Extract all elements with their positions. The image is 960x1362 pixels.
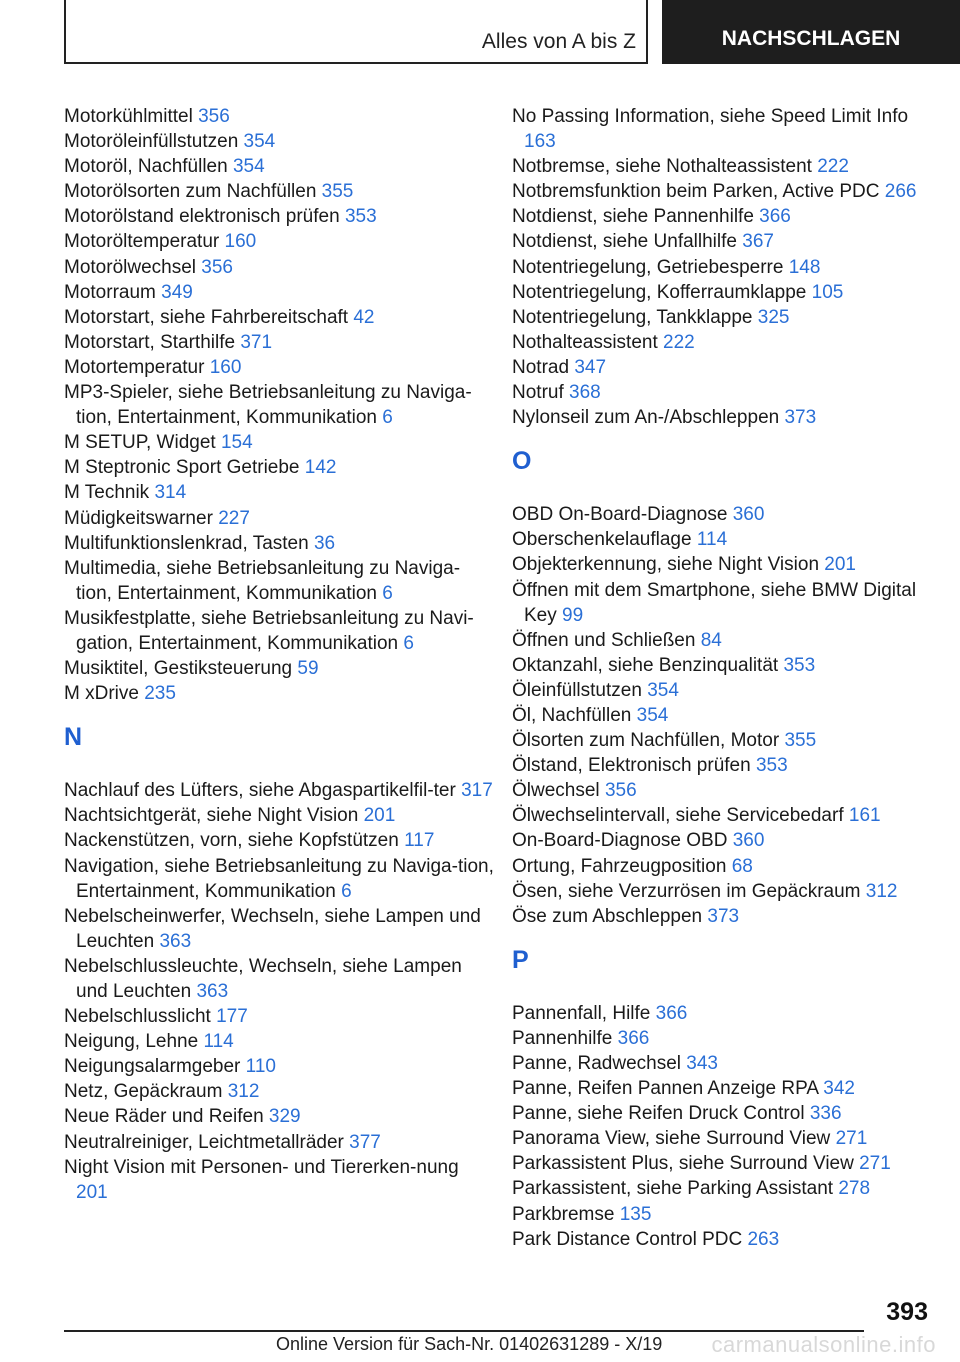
index-page-link[interactable]: 360 — [732, 504, 765, 526]
index-entry — [512, 204, 932, 229]
index-page-link[interactable]: 363 — [196, 981, 229, 1002]
index-page-link[interactable]: 278 — [838, 1178, 871, 1200]
index-entry — [512, 854, 932, 879]
index-entry — [512, 552, 932, 577]
index-entry — [64, 1054, 494, 1079]
index-page-link[interactable]: 356 — [198, 106, 230, 127]
index-page-link[interactable]: 342 — [823, 1078, 855, 1100]
index-entry — [64, 531, 494, 556]
index-entry — [64, 430, 494, 455]
index-entry-term: Oktanzahl, siehe Benzinqualität — [512, 654, 779, 676]
index-entry-term: Öleinfüllstutzen — [512, 679, 642, 701]
index-entry — [512, 778, 932, 803]
index-page-link[interactable]: 36 — [313, 532, 336, 554]
index-page-link[interactable]: 353 — [344, 206, 377, 228]
index-entry-term: Parkassistent, siehe Parking Assistant — [512, 1178, 834, 1200]
index-entry-term: Ölsorten zum Nachfüllen, Motor — [512, 730, 780, 752]
index-entry-term: Multimedia, siehe Betriebsanleitung zu Naviga-tion, Entertainment, Kommunikation — [64, 557, 461, 604]
index-entry-term: Parkbremse — [512, 1203, 615, 1225]
index-entry — [512, 753, 932, 778]
index-entry — [512, 828, 932, 853]
index-page-link[interactable]: 312 — [865, 880, 898, 902]
index-entry — [64, 556, 494, 606]
index-entry — [64, 179, 494, 204]
index-page-link[interactable]: 263 — [747, 1228, 780, 1250]
index-entry-term: M Technik — [64, 482, 150, 504]
index-entry-term: Pannenhilfe — [512, 1027, 613, 1049]
index-entry-term: Neigung, Lehne — [64, 1031, 199, 1053]
index-entry-term: Notbremsfunktion beim Parken, Active PDC — [512, 181, 880, 203]
index-page-link[interactable]: 325 — [757, 306, 790, 328]
index-page-link[interactable]: 201 — [76, 1181, 108, 1203]
index-letter-heading: N — [64, 723, 83, 752]
index-entry-term: OBD On-Board-Diagnose — [512, 504, 728, 526]
index-entry — [512, 904, 932, 929]
index-entry-term: No Passing Information, siehe Speed Limit Info — [512, 106, 909, 127]
index-entry-term: Motoröleinfüllstutzen — [64, 131, 239, 153]
index-page-link[interactable]: 59 — [297, 658, 319, 680]
index-entry — [64, 681, 494, 706]
index-entry — [512, 1202, 932, 1227]
index-entry — [64, 904, 494, 954]
index-entry — [64, 229, 494, 254]
index-entry — [64, 656, 494, 681]
index-entry — [64, 506, 494, 531]
index-page-link[interactable]: 329 — [268, 1106, 301, 1128]
index-entry-term: Motorölsorten zum Nachfüllen — [64, 181, 317, 203]
index-page-link[interactable]: 6 — [382, 407, 393, 429]
index-page-link[interactable]: 201 — [363, 805, 396, 827]
index-page-link[interactable]: 117 — [404, 830, 435, 852]
index-entry-term: Oberschenkelauflage — [512, 529, 692, 551]
index-page-link[interactable]: 105 — [811, 281, 844, 303]
index-entry — [64, 355, 494, 380]
index-entry-term: Nackenstützen, vorn, siehe Kopfstützen — [64, 830, 399, 852]
index-page-link[interactable]: 222 — [663, 331, 695, 353]
index-page-link[interactable]: 227 — [218, 507, 250, 529]
index-entry — [64, 1029, 494, 1054]
index-entry-term: Multifunktionslenkrad, Tasten — [64, 532, 309, 554]
index-entry — [64, 204, 494, 229]
index-entry — [64, 104, 494, 129]
index-entry-term: Pannenfall, Hilfe — [512, 1002, 651, 1024]
index-page-link[interactable]: 6 — [403, 632, 414, 654]
index-page-link[interactable]: 160 — [209, 356, 242, 378]
index-entry-term: Öffnen und Schließen — [512, 629, 696, 651]
index-entry — [64, 280, 494, 305]
index-entry-term: Ölwechsel — [512, 780, 600, 802]
index-entry-term: On-Board-Diagnose OBD — [512, 830, 728, 852]
index-page-link[interactable]: 84 — [700, 629, 722, 651]
index-entry-term: Motoröl, Nachfüllen — [64, 156, 228, 178]
index-entry — [512, 879, 932, 904]
index-page-link[interactable]: 343 — [686, 1053, 718, 1074]
index-entry — [64, 778, 494, 803]
index-column-right — [512, 104, 932, 1252]
index-entry — [64, 455, 494, 480]
index-entry-term: Motorölwechsel — [64, 256, 196, 278]
index-entry — [512, 678, 932, 703]
index-entry-term: Ösen, siehe Verzurrösen im Gepäckraum — [512, 880, 861, 902]
index-entry — [512, 305, 932, 330]
index-page-link[interactable]: 377 — [349, 1131, 381, 1153]
index-page-link[interactable]: 366 — [617, 1027, 650, 1049]
index-page-link[interactable]: 142 — [304, 457, 337, 479]
index-page-link[interactable]: 6 — [382, 582, 393, 604]
index-entry — [512, 703, 932, 728]
index-entry-term: M SETUP, Widget — [64, 432, 216, 454]
index-entry — [512, 1026, 932, 1051]
index-entry — [512, 104, 932, 154]
index-entry — [64, 255, 494, 280]
index-entry — [64, 1104, 494, 1129]
index-entry-term: Navigation, siehe Betriebsanleitung zu Naviga-tion, Entertainment, Kommunikation — [64, 855, 494, 902]
index-entry-term: Neue Räder und Reifen — [64, 1106, 264, 1128]
index-page-link[interactable]: 99 — [562, 604, 584, 626]
index-page-link[interactable]: 222 — [817, 156, 849, 178]
index-page-link[interactable]: 355 — [321, 181, 354, 203]
index-entry — [512, 628, 932, 653]
index-entry-term: Musikfestplatte, siehe Betriebsanleitung zu Navi-gation, Entertainment, Kommunikation — [64, 607, 474, 654]
index-entry-term: Nothalteassistent — [512, 331, 658, 353]
index-entry — [64, 129, 494, 154]
index-page-link[interactable]: 366 — [655, 1002, 688, 1024]
index-entry — [64, 380, 494, 430]
index-entry-term: Panne, Radwechsel — [512, 1053, 681, 1074]
index-entry — [512, 380, 932, 405]
index-page-link[interactable]: 160 — [224, 231, 257, 253]
index-page-link[interactable]: 6 — [341, 880, 352, 902]
index-entry-term: MP3-Spieler, siehe Betriebsanleitung zu Naviga-tion, Entertainment, Kommunikation — [64, 382, 472, 429]
index-entry — [512, 330, 932, 355]
index-entry-term: Nachtsichtgerät, siehe Night Vision — [64, 805, 359, 827]
index-entry — [64, 305, 494, 330]
index-entry-term: Öffnen mit dem Smartphone, siehe BMW Digital Key — [512, 579, 917, 626]
index-page-link[interactable]: 354 — [636, 704, 669, 726]
index-entry — [64, 606, 494, 656]
index-page-link[interactable]: 355 — [784, 730, 817, 752]
index-entry-term: M xDrive — [64, 683, 139, 705]
index-entry-term: Parkassistent Plus, siehe Surround View — [512, 1153, 854, 1175]
index-entry — [512, 405, 932, 430]
index-entry — [512, 280, 932, 305]
index-entry — [512, 1151, 932, 1176]
index-page-link[interactable]: 356 — [604, 780, 637, 802]
index-entry-term: Musiktitel, Gestiksteuerung — [64, 658, 293, 680]
index-entry — [64, 330, 494, 355]
index-page-link[interactable]: 349 — [161, 281, 193, 303]
index-entry — [64, 154, 494, 179]
index-entry — [512, 578, 932, 628]
index-entry — [512, 154, 932, 179]
index-page-link[interactable]: 366 — [759, 206, 791, 228]
index-page-link[interactable]: 201 — [824, 554, 856, 576]
index-entry-term: Notruf — [512, 382, 564, 404]
index-page-link[interactable]: 373 — [784, 407, 817, 429]
index-entry — [64, 854, 494, 904]
index-entry-term: Müdigkeitswarner — [64, 507, 213, 529]
index-entry — [512, 527, 932, 552]
index-page-link[interactable]: 154 — [220, 432, 253, 454]
index-entry-term: Ölstand, Elektronisch prüfen — [512, 755, 751, 777]
index-page-link[interactable]: 114 — [203, 1031, 234, 1053]
index-entry-term: Objekterkennung, siehe Night Vision — [512, 554, 820, 576]
index-entry-term: Panne, siehe Reifen Druck Control — [512, 1103, 805, 1125]
index-entry — [64, 1079, 494, 1104]
index-entry — [512, 229, 932, 254]
index-page-link[interactable]: 161 — [848, 805, 881, 827]
index-page-link[interactable]: 317 — [461, 780, 493, 802]
index-page-link[interactable]: 371 — [240, 331, 273, 353]
index-entry — [64, 480, 494, 505]
index-entry — [512, 1076, 932, 1101]
index-entry-term: Notrad — [512, 356, 570, 378]
index-entry — [512, 653, 932, 678]
index-page-link[interactable]: 271 — [859, 1153, 891, 1175]
index-entry-term: Neutralreiniger, Leichtmetallräder — [64, 1131, 344, 1153]
index-page-link[interactable]: 135 — [619, 1203, 652, 1225]
index-entry — [512, 255, 932, 280]
index-entry-term: Panne, Reifen Pannen Anzeige RPA — [512, 1078, 818, 1100]
index-entry-term: Motorraum — [64, 281, 156, 303]
index-entry-term: Park Distance Control PDC — [512, 1228, 743, 1250]
index-entry-term: Motorstart, Starthilfe — [64, 331, 236, 353]
index-page-link[interactable]: 363 — [159, 930, 192, 952]
index-entry — [512, 1126, 932, 1151]
index-entry-term: Nebelscheinwerfer, Wechseln, siehe Lampen und Leuchten — [64, 905, 481, 952]
index-entry-term: Notbremse, siehe Nothalteassistent — [512, 156, 812, 178]
index-entry — [512, 355, 932, 380]
index-page-link[interactable]: 373 — [707, 905, 740, 927]
index-page-link[interactable]: 148 — [788, 256, 821, 278]
index-entry — [512, 1051, 932, 1076]
index-entry — [64, 954, 494, 1004]
index-entry-term: Ölwechselintervall, siehe Servicebedarf — [512, 805, 844, 827]
index-column-left — [64, 104, 494, 1205]
index-page-link[interactable]: 312 — [227, 1081, 260, 1103]
index-entry — [512, 1176, 932, 1201]
page-number: 393 — [886, 1298, 928, 1326]
index-entry — [64, 803, 494, 828]
index-page-link[interactable]: 177 — [216, 1006, 248, 1028]
index-page-link[interactable]: 360 — [732, 830, 765, 852]
index-entry — [64, 828, 494, 853]
index-entry — [512, 1001, 932, 1026]
index-entry — [64, 1155, 494, 1205]
index-entry — [512, 1227, 932, 1252]
index-page-link[interactable]: 114 — [696, 529, 728, 551]
index-entry — [64, 1004, 494, 1029]
index-page-link[interactable]: 336 — [809, 1103, 842, 1125]
watermark-logo: carmanualsonline.info — [711, 1332, 936, 1357]
index-entry — [512, 728, 932, 753]
index-page-link[interactable]: 367 — [742, 231, 774, 253]
footer-online-version: Online Version für Sach-Nr. 01402631289 - X/19 — [276, 1334, 663, 1354]
index-entry-term: Notentriegelung, Kofferraumklappe — [512, 281, 807, 303]
index-letter-heading: O — [512, 447, 532, 476]
index-page-link[interactable]: 354 — [243, 131, 276, 153]
index-entry-term: Motoröltemperatur — [64, 231, 220, 253]
header-chapter-tab[interactable]: NACHSCHLAGEN — [662, 0, 960, 64]
index-page-link[interactable]: 314 — [154, 482, 187, 504]
index-page-link[interactable]: 353 — [783, 654, 816, 676]
index-page-link[interactable]: 42 — [353, 306, 375, 328]
index-page-link[interactable]: 353 — [755, 755, 788, 777]
index-entry-term: Motorstart, siehe Fahrbereitschaft — [64, 306, 349, 328]
index-entry-term: Panorama View, siehe Surround View — [512, 1128, 831, 1150]
index-entry-term: Notentriegelung, Getriebesperre — [512, 256, 784, 278]
index-entry — [64, 1130, 494, 1155]
index-entry-term: Netz, Gepäckraum — [64, 1081, 223, 1103]
index-entry-term: Notdienst, siehe Pannenhilfe — [512, 206, 754, 228]
index-page-link[interactable]: 354 — [232, 156, 265, 178]
index-entry — [512, 502, 932, 527]
index-entry — [512, 179, 932, 204]
index-page-link[interactable]: 368 — [569, 382, 601, 404]
index-page-link[interactable]: 68 — [731, 855, 753, 877]
index-entry-term: Motorölstand elektronisch prüfen — [64, 206, 340, 228]
index-entry — [512, 1101, 932, 1126]
index-page-link[interactable]: 235 — [144, 683, 176, 705]
index-entry-term: Ortung, Fahrzeugposition — [512, 855, 727, 877]
index-page-link[interactable]: 271 — [835, 1128, 868, 1150]
index-entry-term: Öse zum Abschleppen — [512, 905, 703, 927]
index-entry-term: Night Vision mit Personen- und Tiererken-nung — [64, 1156, 459, 1178]
index-page-link[interactable]: 347 — [574, 356, 607, 378]
index-entry-term: M Steptronic Sport Getriebe — [64, 457, 300, 479]
index-page-link[interactable]: 354 — [647, 679, 679, 701]
index-page-link[interactable]: 163 — [524, 131, 556, 153]
index-entry-term: Nylonseil zum An-/Abschleppen — [512, 407, 780, 429]
index-entry-term: Notdienst, siehe Unfallhilfe — [512, 231, 737, 253]
index-entry-term: Nachlauf des Lüfters, siehe Abgaspartikelfil-ter — [64, 780, 456, 802]
index-entry-term: Motorkühlmittel — [64, 106, 193, 127]
index-entry-term: Nebelschlussleuchte, Wechseln, siehe Lampen und Leuchten — [64, 955, 462, 1002]
index-page-link[interactable]: 266 — [884, 181, 917, 203]
index-page-link[interactable]: 110 — [245, 1056, 276, 1078]
index-entry-term: Motortemperatur — [64, 356, 205, 378]
index-letter-heading: P — [512, 945, 529, 974]
index-entry-term: Nebelschlusslicht — [64, 1006, 211, 1028]
index-entry-term: Öl, Nachfüllen — [512, 704, 632, 726]
index-entry-term: Notentriegelung, Tankklappe — [512, 306, 753, 328]
index-page-link[interactable]: 356 — [201, 256, 233, 278]
header-section-title: Alles von A bis Z — [481, 30, 636, 53]
index-entry-term: Neigungsalarmgeber — [64, 1056, 241, 1078]
index-entry — [512, 803, 932, 828]
